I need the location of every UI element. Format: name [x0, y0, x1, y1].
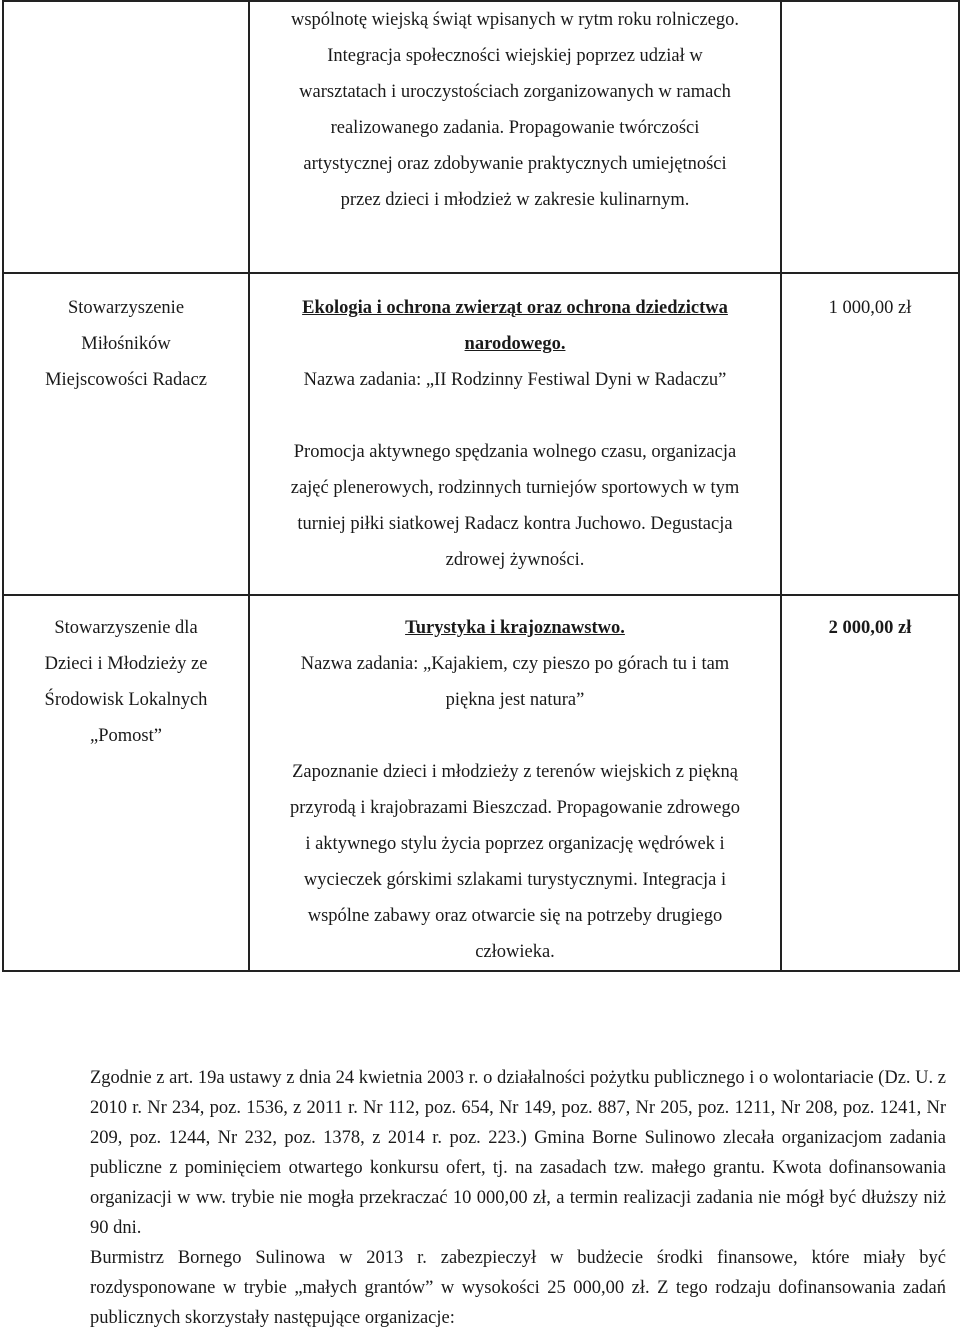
amount-cell: [781, 595, 959, 971]
description-line: przyrodą i krajobrazami Bieszczad. Propagowanie zdrowego: [290, 798, 740, 818]
task-title: piękna jest natura”: [445, 690, 585, 710]
organization-cell: [3, 1, 249, 273]
organization-name-line: „Pomost”: [90, 726, 162, 746]
description-cell: [249, 595, 781, 971]
footer-text: [16, 1063, 946, 1333]
organization-name-line: Miejscowości Radacz: [45, 370, 207, 390]
description-line: wspólne zabawy oraz otwarcie się na potrzeby drugiego: [307, 906, 723, 926]
legal-paragraph: Zgodnie z art. 19a ustawy z dnia 24 kwietnia 2003 r. o działalności pożytku publicznego i o wolontariacie (Dz. U. z 2010 r. Nr 234, poz. 1536, z 2011 r. Nr 112, poz. 654, Nr 149, poz. 887, Nr 205, poz. 1211, Nr 208, poz. 1241, Nr 209, poz. 1244, Nr 232, poz. 1378, z 2014 r. poz. 223.) Gmina Borne Sulinowo zlecała organizacjom zadania publiczne z pominięciem otwartego konkursu ofert, tj. na zasadach tzw. małego grantu. Kwota dofinansowania organizacji w ww. trybie nie mogła przekraczać 10 000,00 zł, a termin realizacji zadania nie mógł być dłuższy niż 90 dni.: [90, 1068, 946, 1238]
organization-name-line: Miłośników: [81, 334, 171, 354]
description-cell: [249, 1, 781, 273]
description-line: przez dzieci i młodzież w zakresie kulinarnym.: [340, 190, 690, 210]
table-row: [3, 595, 959, 971]
organization-name-line: Środowisk Lokalnych: [44, 690, 208, 710]
description-line: warsztatach i uroczystościach zorganizowanych w ramach: [299, 82, 731, 102]
description-line: i aktywnego stylu życia poprzez organizację wędrówek i: [305, 834, 725, 854]
organization-name-line: Stowarzyszenie dla: [54, 618, 198, 638]
description-line: Zapoznanie dzieci i młodzieży z terenów wiejskich z piękną: [292, 762, 738, 782]
description-line: wspólnotę wiejską świąt wpisanych w rytm roku rolniczego.: [290, 10, 740, 30]
budget-paragraph: Burmistrz Bornego Sulinowa w 2013 r. zabezpieczył w budżecie środki finansowe, które miały być rozdysponowane w trybie „małych grantów” w wysokości 25 000,00 zł. Z tego rodzaju dofinansowania zadań publicznych skorzystały następujące organizacje:: [90, 1248, 946, 1328]
description-line: turniej piłki siatkowej Radacz kontra Juchowo. Degustacja: [297, 514, 733, 534]
grant-amount: 1 000,00 zł: [828, 298, 912, 318]
description-line: realizowanego zadania. Propagowanie twórczości: [330, 118, 700, 138]
description-line: zdrowej żywności.: [445, 550, 585, 570]
description-line: człowieka.: [475, 942, 555, 962]
task-category: narodowego.: [464, 334, 566, 354]
organization-cell: [3, 595, 249, 971]
amount-cell: [781, 273, 959, 595]
description-line: zajęć plenerowych, rodzinnych turniejów sportowych w tym: [290, 478, 740, 498]
description-line: wycieczek górskimi szlakami turystycznymi. Integracja i: [303, 870, 727, 890]
organization-name-line: Dzieci i Młodzieży ze: [44, 654, 208, 674]
organization-name-line: Stowarzyszenie: [67, 298, 185, 318]
task-category: Ekologia i ochrona zwierząt oraz ochrona dziedzictwa: [302, 298, 728, 318]
task-title: Nazwa zadania: „II Rodzinny Festiwal Dyni w Radaczu”: [303, 370, 727, 390]
table-row: [3, 273, 959, 595]
grant-amount: 2 000,00 zł: [828, 618, 912, 638]
task-category: Turystyka i krajoznawstwo.: [405, 618, 625, 638]
grants-table: [2, 0, 960, 972]
description-line: Promocja aktywnego spędzania wolnego czasu, organizacja: [293, 442, 737, 462]
description-cell: [249, 273, 781, 595]
table-row: [3, 1, 959, 273]
task-title: Nazwa zadania: „Kajakiem, czy pieszo po górach tu i tam: [300, 654, 730, 674]
description-line: artystycznej oraz zdobywanie praktycznych umiejętności: [303, 154, 727, 174]
organization-cell: [3, 273, 249, 595]
amount-cell: [781, 1, 959, 273]
description-line: Integracja społeczności wiejskiej poprzez udział w: [327, 46, 703, 66]
